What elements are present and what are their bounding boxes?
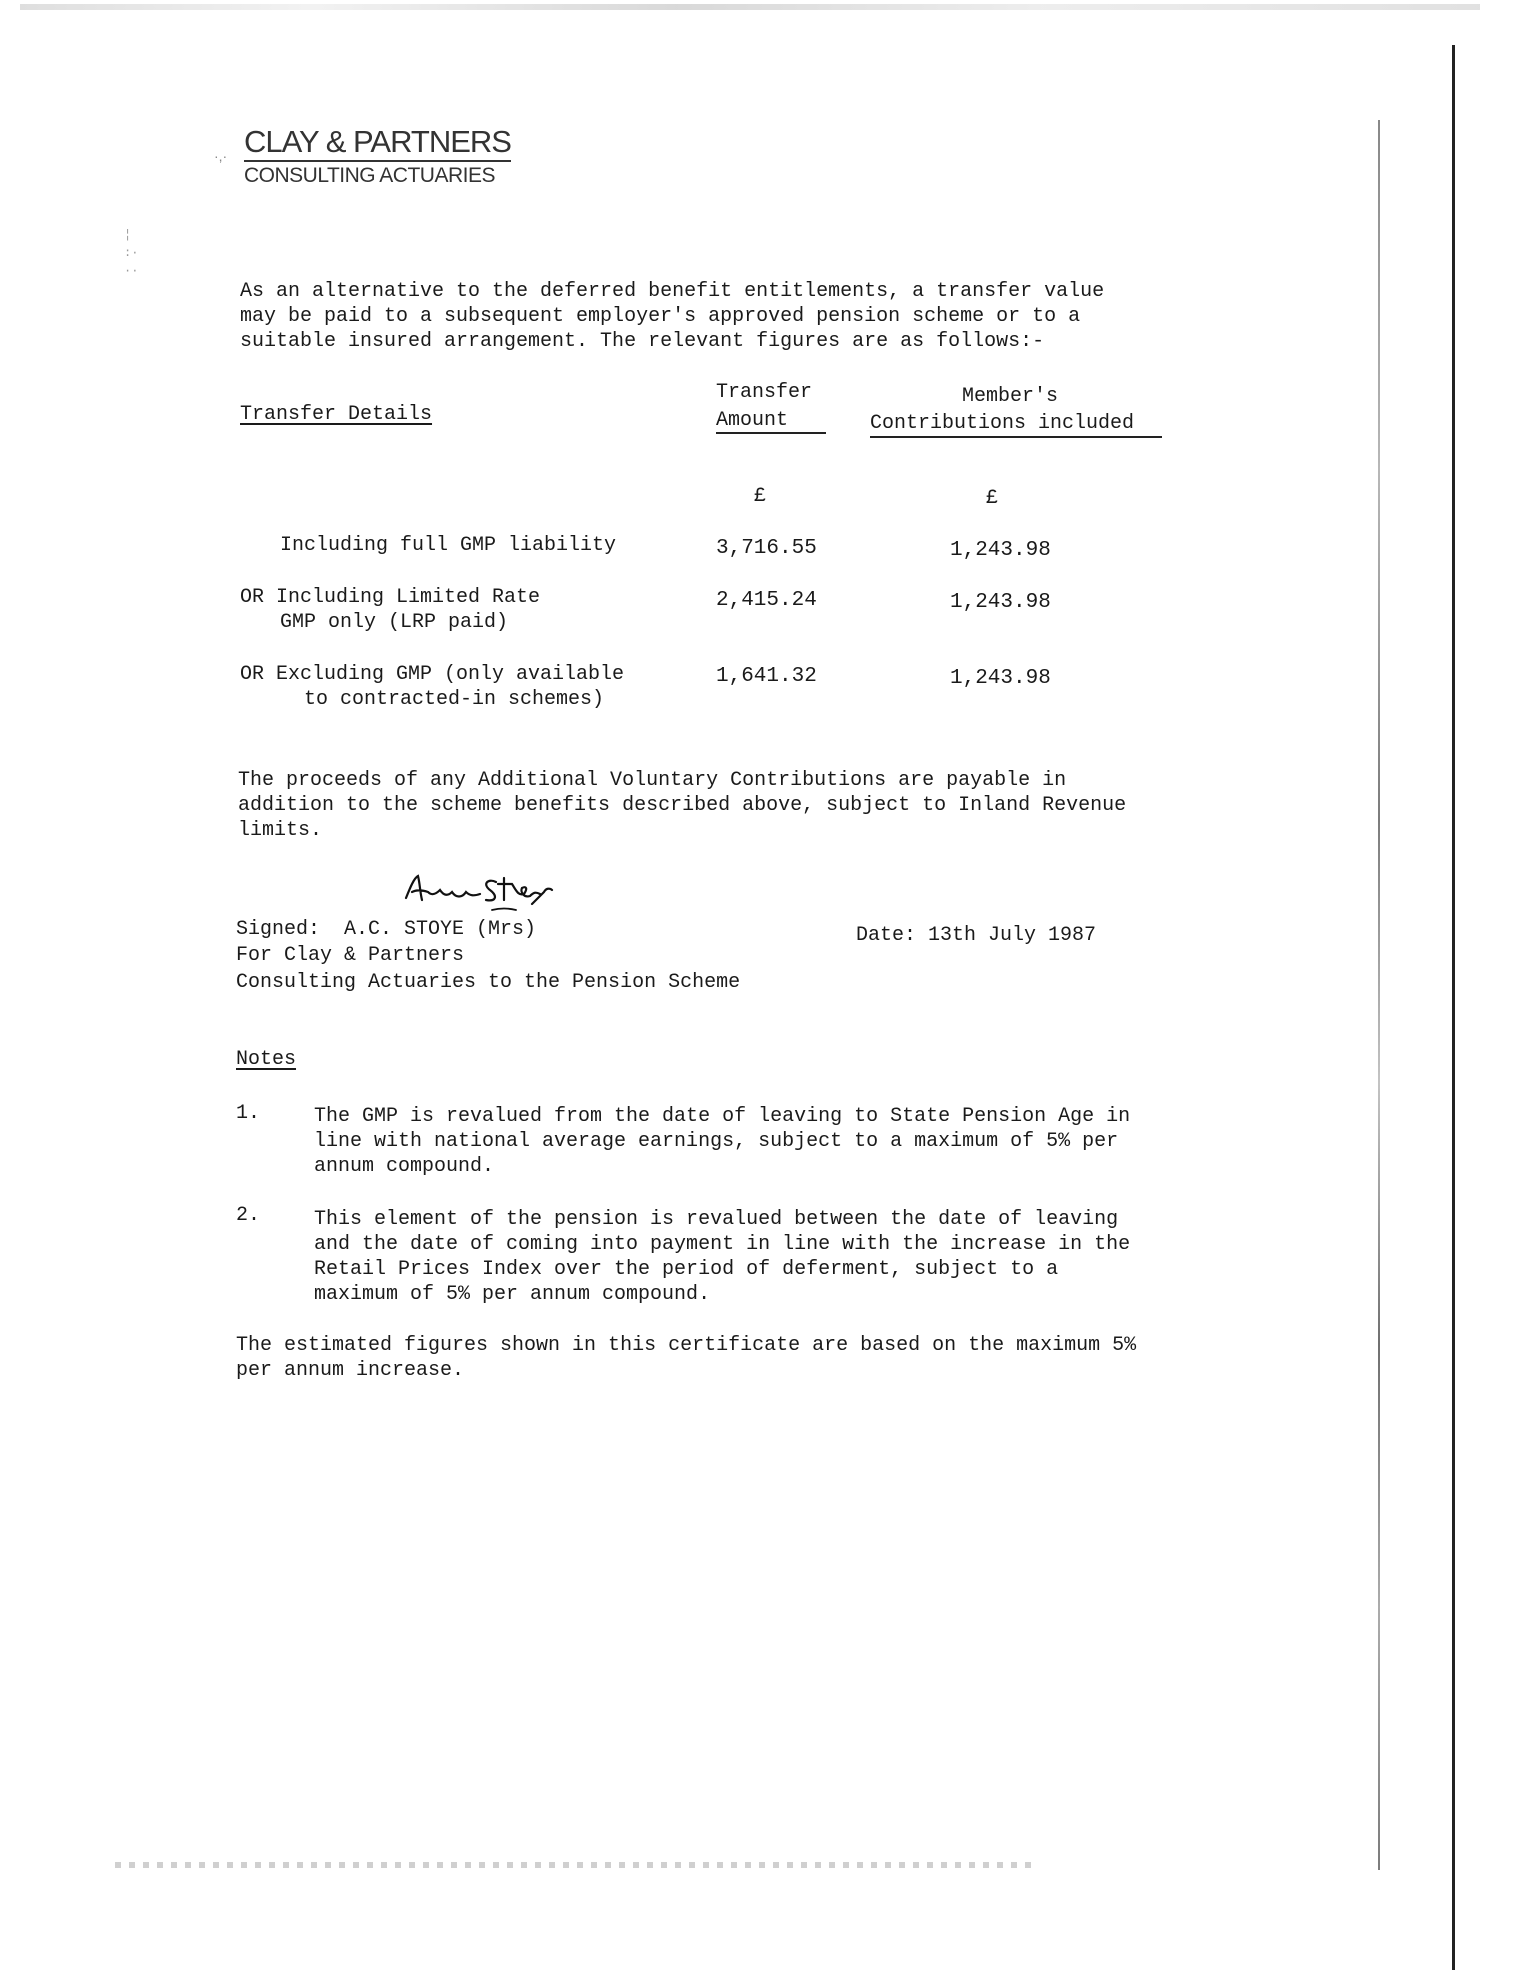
row-amount: 2,415.24	[716, 589, 817, 612]
row-label: OR Including Limited Rate	[240, 586, 541, 609]
company-name: CLAY & PARTNERS	[244, 126, 511, 162]
scan-right-shadow	[1378, 120, 1380, 1870]
avc-line: addition to the scheme benefits described above, subject to Inland Revenue	[238, 794, 1127, 817]
company-subtitle: CONSULTING ACTUARIES	[244, 164, 495, 187]
row-contributions: 1,243.98	[950, 667, 1051, 690]
note-line: line with national average earnings, subject to a maximum of 5% per	[314, 1130, 1119, 1153]
note-line: Retail Prices Index over the period of deferment, subject to a	[314, 1258, 1059, 1281]
currency-symbol-contributions: £	[986, 487, 999, 510]
row-label-continued: GMP only (LRP paid)	[280, 611, 509, 634]
role-line: Consulting Actuaries to the Pension Scheme	[236, 971, 741, 994]
col-header-member-rule	[870, 436, 1162, 438]
row-amount: 1,641.32	[716, 665, 817, 688]
date-line: Date: 13th July 1987	[856, 924, 1097, 947]
col-header-transfer-line1: Transfer	[716, 381, 813, 404]
notes-footer-line: per annum increase.	[236, 1359, 465, 1382]
row-label: Including full GMP liability	[280, 534, 617, 557]
note-line: maximum of 5% per annum compound.	[314, 1283, 711, 1306]
intro-line: As an alternative to the deferred benefit entitlements, a transfer value	[240, 280, 1105, 303]
avc-line: The proceeds of any Additional Voluntary Contributions are payable in	[238, 769, 1067, 792]
signed-line: Signed: A.C. STOYE (Mrs)	[236, 918, 537, 941]
notes-footer-line: The estimated figures shown in this certificate are based on the maximum 5%	[236, 1334, 1137, 1357]
row-label-continued: to contracted-in schemes)	[304, 688, 605, 711]
intro-line: suitable insured arrangement. The relevant figures are as follows:-	[240, 330, 1045, 353]
note-line: This element of the pension is revalued between the date of leaving	[314, 1208, 1119, 1231]
col-header-member-line2: Contributions included	[870, 412, 1135, 435]
col-header-transfer-details: Transfer Details	[240, 403, 433, 426]
row-amount: 3,716.55	[716, 537, 817, 560]
handwritten-signature	[400, 870, 570, 920]
logo-mark-icon: ·,·	[214, 148, 228, 164]
scan-right-border	[1452, 45, 1455, 1970]
row-contributions: 1,243.98	[950, 591, 1051, 614]
row-label: OR Excluding GMP (only available	[240, 663, 625, 686]
for-line: For Clay & Partners	[236, 944, 465, 967]
letterhead-logo	[214, 124, 511, 190]
note-number: 1.	[236, 1102, 261, 1125]
note-line: and the date of coming into payment in line with the increase in the	[314, 1233, 1131, 1256]
note-line: annum compound.	[314, 1155, 495, 1178]
note-line: The GMP is revalued from the date of leaving to State Pension Age in	[314, 1105, 1131, 1128]
scan-top-edge	[20, 4, 1480, 10]
notes-heading: Notes	[236, 1048, 297, 1071]
col-header-member-line1: Member's	[962, 385, 1059, 408]
row-contributions: 1,243.98	[950, 539, 1051, 562]
intro-line: may be paid to a subsequent employer's approved pension scheme or to a	[240, 305, 1081, 328]
avc-line: limits.	[238, 819, 323, 842]
scan-bottom-noise	[115, 1862, 1035, 1868]
col-header-transfer-rule	[716, 432, 826, 434]
col-header-transfer-line2: Amount	[716, 409, 789, 432]
note-number: 2.	[236, 1204, 261, 1227]
currency-symbol-amount: £	[754, 485, 767, 508]
scan-left-marks: ¦ :· ··	[124, 228, 139, 278]
